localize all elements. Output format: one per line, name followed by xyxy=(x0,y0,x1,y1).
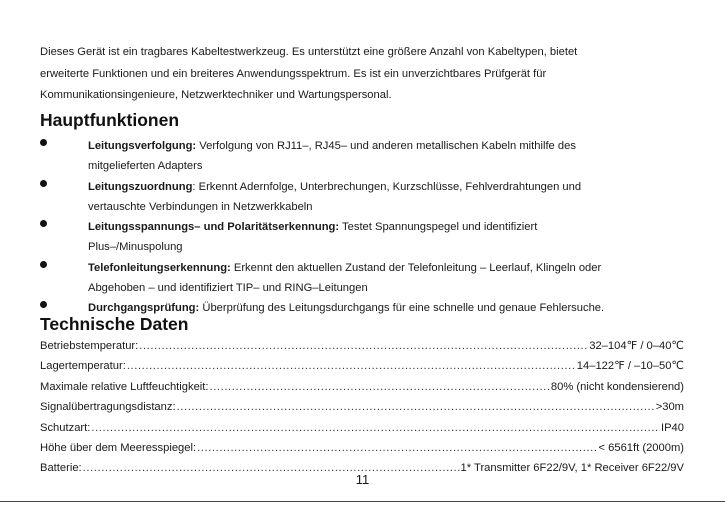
feature-description-continued: Abgehoben – und identifiziert TIP– und RING–Leitungen xyxy=(88,281,368,294)
feature-item xyxy=(0,217,725,258)
dot-leader xyxy=(197,438,597,458)
feature-description: Erkennt den aktuellen Zustand der Telefonleitung – Leerlauf, Klingeln oder xyxy=(230,261,602,274)
bullet-icon xyxy=(40,220,47,227)
spec-row xyxy=(40,336,684,356)
feature-term: Leitungsspannungs– und Polaritätserkennung: xyxy=(88,221,340,234)
specs-heading: Technische Daten xyxy=(40,314,189,334)
feature-term: Leitungszuordnung xyxy=(88,180,193,193)
spec-row xyxy=(40,397,684,417)
spec-label: Höhe über dem Meeresspiegel: xyxy=(40,441,197,454)
spec-label: Schutzart: xyxy=(40,421,91,434)
feature-description: Testet Spannungspegel und identifiziert xyxy=(339,221,538,234)
spec-value: 1* Transmitter 6F22/9V, 1* Receiver 6F22/9V xyxy=(460,462,684,475)
bullet-icon xyxy=(40,139,47,146)
features-heading: Hauptfunktionen xyxy=(40,110,180,130)
dot-leader xyxy=(139,336,588,356)
feature-description-continued: Plus–/Minuspolung xyxy=(88,241,183,254)
bullet-icon xyxy=(40,301,47,308)
spec-row xyxy=(40,438,684,458)
page-divider xyxy=(0,501,725,502)
feature-description: Überprüfung des Leitungsdurchgangs für eine schnelle und genaue Fehlersuche. xyxy=(199,302,605,315)
spec-label: Signalübertragungsdistanz: xyxy=(40,401,176,414)
bullet-icon xyxy=(40,261,47,268)
feature-description: : Erkennt Adernfolge, Unterbrechungen, Kurzschlüsse, Fehlverdrahtungen und xyxy=(192,180,582,193)
feature-item xyxy=(0,136,725,177)
spec-value: >30m xyxy=(655,401,684,414)
spec-row xyxy=(40,377,684,397)
feature-description-continued: mitgelieferten Adapters xyxy=(88,160,203,172)
spec-label: Lagertemperatur: xyxy=(40,360,126,373)
dot-leader xyxy=(127,356,576,376)
dot-leader xyxy=(210,377,550,397)
intro-line: Kommunikationsingenieure, Netzwerktechniker und Wartungspersonal. xyxy=(40,89,392,101)
dot-leader xyxy=(91,418,660,438)
spec-value: IP40 xyxy=(660,421,684,434)
dot-leader xyxy=(177,397,655,417)
specs-table xyxy=(40,336,684,479)
feature-term: Durchgangsprüfung: xyxy=(88,302,200,315)
spec-label: Batterie: xyxy=(40,462,82,475)
feature-term: Leitungsverfolgung: xyxy=(88,140,197,152)
spec-value: 80% (nicht kondensierend) xyxy=(550,380,684,393)
feature-description: Verfolgung von RJ11–, RJ45– und anderen metallischen Kabeln mithilfe des xyxy=(196,140,576,152)
page-number: 11 xyxy=(355,472,370,487)
intro-line: erweiterte Funktionen und ein breiteres Anwendungsspektrum. Es ist ein unverzichtbares Prüfgerät für xyxy=(40,67,547,80)
spec-value: 14–122℉ / –10–50℃ xyxy=(576,360,684,373)
spec-label: Betriebstemperatur: xyxy=(40,340,139,352)
features-list xyxy=(0,136,725,323)
intro-paragraph xyxy=(40,42,690,107)
intro-line: Dieses Gerät ist ein tragbares Kabeltestwerkzeug. Es unterstützt eine größere Anzahl von Kabeltypen, bietet xyxy=(40,46,578,58)
feature-item xyxy=(0,258,725,299)
spec-label: Maximale relative Luftfeuchtigkeit: xyxy=(40,380,209,393)
spec-row xyxy=(40,356,684,376)
feature-item xyxy=(0,177,725,218)
spec-value: < 6561ft (2000m) xyxy=(598,441,684,454)
spec-row xyxy=(40,418,684,438)
spec-value: 32–104℉ / 0–40℃ xyxy=(589,340,684,352)
feature-description-continued: vertauschte Verbindungen in Netzwerkkabeln xyxy=(88,200,313,213)
bullet-icon xyxy=(40,180,47,187)
feature-term: Telefonleitungserkennung: xyxy=(88,261,231,274)
